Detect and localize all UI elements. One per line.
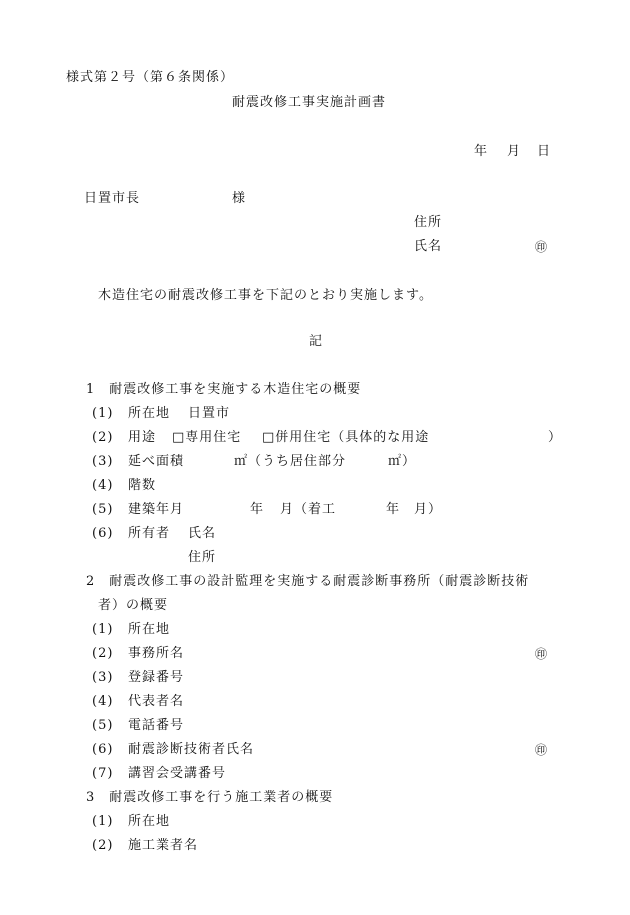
s2-item-label: 登録番号 xyxy=(128,670,185,685)
s2-item-label: 耐震診断技術者氏名 xyxy=(128,742,255,757)
engineer-seal-mark: ㊞ xyxy=(535,743,549,757)
date-month-label: 月 xyxy=(507,144,522,159)
use-option-exclusive: □専用住宅 xyxy=(172,430,242,445)
s2-item-num: (3) xyxy=(92,670,114,685)
date-year-label: 年 xyxy=(474,144,489,159)
s3-item-label: 施工業者名 xyxy=(128,838,199,853)
s2-item-label: 所在地 xyxy=(128,622,171,637)
s2-item-num: (7) xyxy=(92,766,114,781)
s1-item4-num: (4) xyxy=(92,478,114,493)
s1-item1-value: 日置市 xyxy=(188,406,231,421)
addressee-honorific: 様 xyxy=(232,191,247,206)
addressee-name: 日置市長 xyxy=(84,191,141,206)
s2-item-label: 電話番号 xyxy=(128,718,185,733)
start-month-label: 月） xyxy=(414,502,443,517)
office-seal-mark: ㊞ xyxy=(535,647,549,661)
ki-heading: 記 xyxy=(309,334,324,349)
form-number: 様式第２号（第６条関係） xyxy=(66,70,235,85)
s2-item-label: 講習会受講番号 xyxy=(128,766,227,781)
document-title: 耐震改修工事実施計画書 xyxy=(232,95,387,110)
area-unit-1: ㎡（うち居住部分 xyxy=(234,454,347,469)
s1-item4-label: 階数 xyxy=(128,478,157,493)
section2-heading-line1: 2 耐震改修工事の設計監理を実施する耐震診断事務所（耐震診断技術 xyxy=(86,574,530,589)
built-month-start-label: 月（着工 xyxy=(280,502,337,517)
s1-item1-num: (1) xyxy=(92,406,114,421)
s1-item3-label: 延べ面積 xyxy=(128,454,185,469)
section2-heading-line2: 者）の概要 xyxy=(98,598,169,613)
s1-item3-num: (3) xyxy=(92,454,114,469)
s3-item-num: (2) xyxy=(92,838,114,853)
s2-item-num: (5) xyxy=(92,718,114,733)
s2-item-label: 代表者名 xyxy=(128,694,185,709)
section1-heading: 1 耐震改修工事を実施する木造住宅の概要 xyxy=(86,382,362,397)
owner-name-label: 氏名 xyxy=(188,526,217,541)
start-year-label: 年 xyxy=(386,502,401,517)
area-unit-2: ㎡） xyxy=(388,454,417,469)
s1-item5-num: (5) xyxy=(92,502,114,517)
s1-item2-label: 用途 xyxy=(128,430,157,445)
use-option-combined: □併用住宅（具体的な用途 xyxy=(262,430,430,445)
s1-item2-num: (2) xyxy=(92,430,114,445)
applicant-name-label: 氏名 xyxy=(414,239,443,254)
date-day-label: 日 xyxy=(537,144,552,159)
s1-item5-label: 建築年月 xyxy=(128,502,185,517)
use-close-paren: ） xyxy=(548,430,563,445)
s1-item6-num: (6) xyxy=(92,526,114,541)
s3-item-num: (1) xyxy=(92,814,114,829)
s2-item-num: (6) xyxy=(92,742,114,757)
s2-item-num: (2) xyxy=(92,646,114,661)
applicant-address-label: 住所 xyxy=(414,215,443,230)
built-year-label: 年 xyxy=(250,502,265,517)
s1-item1-label: 所在地 xyxy=(128,406,171,421)
owner-address-label: 住所 xyxy=(188,550,217,565)
s1-item6-label: 所有者 xyxy=(128,526,171,541)
s2-item-num: (1) xyxy=(92,622,114,637)
s2-item-num: (4) xyxy=(92,694,114,709)
s2-item-label: 事務所名 xyxy=(128,646,185,661)
s3-item-label: 所在地 xyxy=(128,814,171,829)
intro-text: 木造住宅の耐震改修工事を下記のとおり実施します。 xyxy=(98,288,433,303)
section3-heading: 3 耐震改修工事を行う施工業者の概要 xyxy=(86,790,334,805)
applicant-seal-mark: ㊞ xyxy=(535,240,549,254)
